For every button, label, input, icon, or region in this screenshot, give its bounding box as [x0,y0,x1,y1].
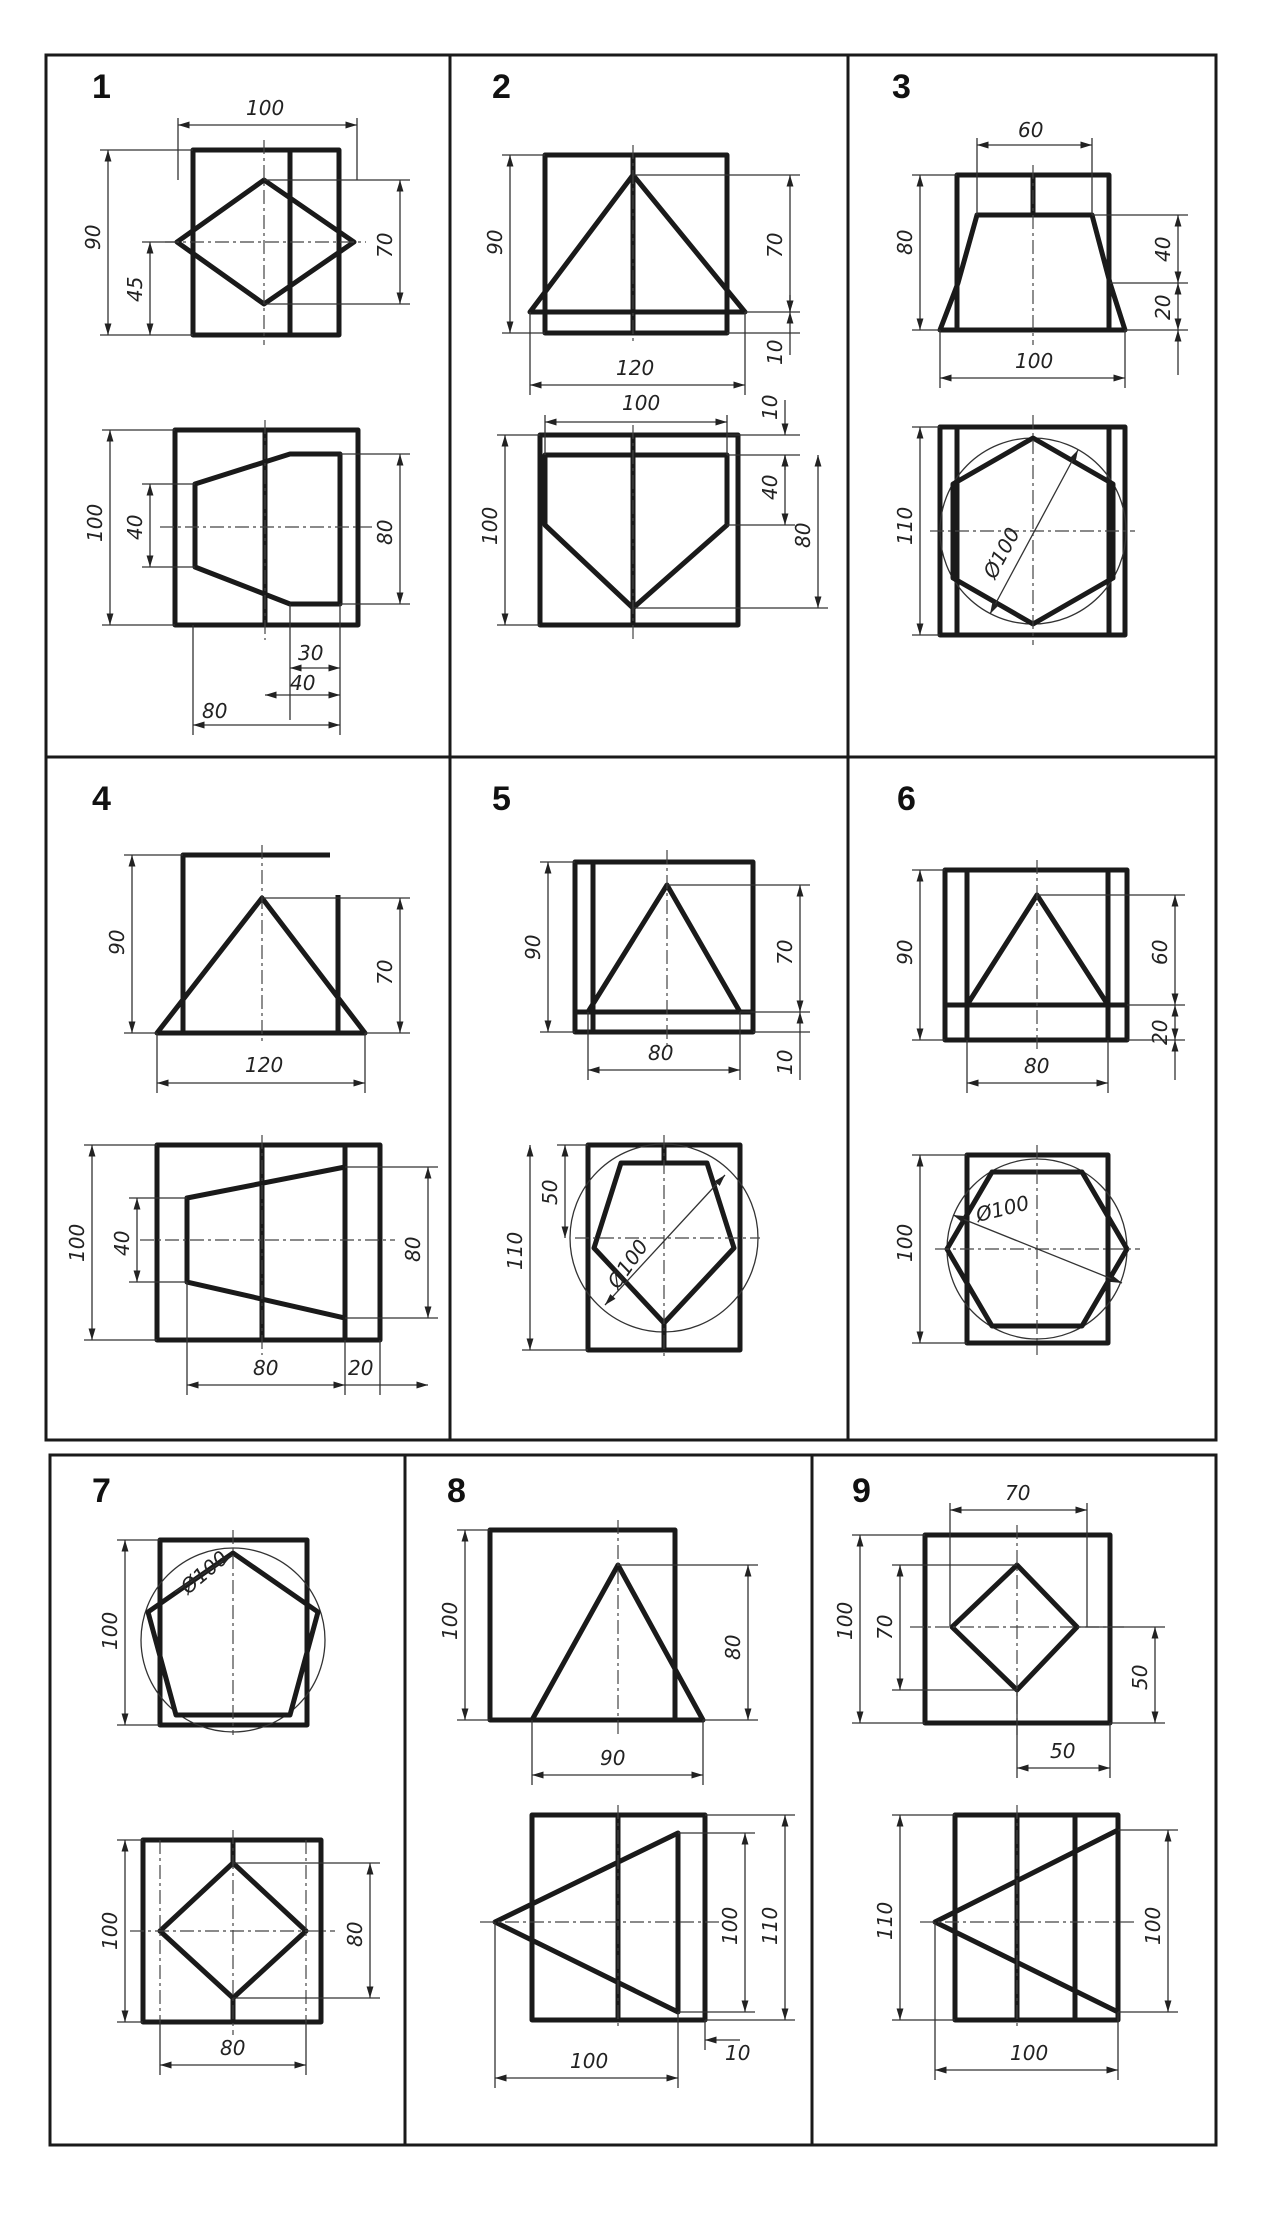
task-number: 1 [92,68,111,106]
dim-label: 100 [893,1223,917,1262]
dim-label: 80 [373,519,397,545]
task-number: 4 [92,780,111,818]
dim-label: 90 [521,934,545,960]
dim-label: Ø100 [978,523,1025,583]
dim-label: 20 [348,1356,374,1380]
dim-label: 120 [245,1053,284,1077]
task-number: 5 [492,780,511,818]
task-7-front-view [141,1530,325,1735]
dim-label: 70 [873,1614,897,1640]
dim-label: 80 [648,1041,674,1065]
dim-label: 30 [298,641,324,665]
dim-label: 90 [893,939,917,965]
dim-label: 80 [1024,1054,1050,1078]
dim-label: 90 [600,1746,626,1770]
task-5-front-view [575,850,753,1045]
task-5 [492,780,810,1360]
dim-label: 80 [791,522,815,548]
dim-label: Ø100 [973,1190,1032,1227]
dim-label: 10 [773,1049,797,1075]
task-number: 6 [897,780,916,818]
dim-label: 20 [1151,294,1175,320]
task-6-top-view [935,1145,1140,1355]
dim-label: 100 [246,96,285,120]
dim-label: 110 [503,1231,527,1270]
dim-label: 40 [1151,236,1175,262]
dim-label: 80 [893,229,917,255]
task-number: 8 [447,1472,466,1510]
dim-label: Ø100 [602,1234,654,1293]
dim-label: 100 [570,2049,609,2073]
dim-label: 60 [1148,939,1172,965]
dim-label: 40 [110,1230,134,1256]
task-7 [92,1472,380,2075]
dim-label: 80 [220,2036,246,2060]
dim-label: 60 [1018,118,1044,142]
task-8 [438,1472,795,2088]
dim-label: 10 [725,2041,751,2065]
task-3 [892,68,1188,645]
dim-label: 10 [763,339,787,365]
dim-label: 100 [98,1911,122,1950]
dim-label: 100 [65,1223,89,1262]
dim-label: 100 [478,506,502,545]
dim-label: 80 [343,1921,367,1947]
task-1 [81,68,410,735]
task-3-top-view [930,415,1135,645]
dim-label: 90 [483,229,507,255]
dim-label: 110 [873,1901,897,1940]
task-number: 9 [852,1472,871,1510]
dim-label: 80 [253,1356,279,1380]
dim-label: 100 [833,1601,857,1640]
task-4 [65,780,438,1395]
dim-label: 70 [1005,1481,1031,1505]
dim-label: 100 [622,391,661,415]
dim-label: 20 [1148,1019,1172,1045]
dim-label: 100 [1141,1906,1165,1945]
dim-label: Ø100 [175,1545,233,1599]
task-9-top-view [920,1805,1135,2030]
task-6-front-view [945,860,1127,1052]
dim-label: 10 [758,394,782,420]
dim-label: 110 [758,1906,782,1945]
dim-label: 100 [718,1906,742,1945]
dim-label: 50 [1050,1739,1076,1763]
task-1-front-view [165,140,366,345]
task-2 [478,68,828,640]
task-4-top-view [140,1135,395,1355]
dim-label: 40 [290,671,316,695]
task-3-front-view [940,165,1125,345]
dim-label: 70 [773,939,797,965]
task-7-top-view [130,1830,335,2035]
dim-label: 100 [98,1611,122,1650]
dim-label: 50 [1128,1664,1152,1690]
task-number: 3 [892,68,911,106]
dim-label: 100 [1015,349,1054,373]
task-8-top-view [480,1805,720,2030]
dim-label: 70 [373,232,397,258]
dim-label: 40 [123,514,147,540]
dim-label: 80 [401,1236,425,1262]
dim-label: 45 [123,276,147,302]
dim-label: 50 [538,1179,562,1205]
dim-label: 80 [721,1634,745,1660]
task-8-front-view [490,1520,703,1735]
task-number: 7 [92,1472,111,1510]
dim-label: 90 [81,224,105,250]
dim-label: 110 [893,506,917,545]
dim-label: 100 [83,503,107,542]
dim-label: 70 [763,232,787,258]
dim-label: 100 [1010,2041,1049,2065]
task-number: 2 [492,68,511,106]
dim-label: 80 [202,699,228,723]
dim-label: 90 [105,929,129,955]
task-9 [833,1472,1178,2080]
task-4-front-view [157,845,365,1045]
dim-label: 100 [438,1601,462,1640]
dim-label: 40 [758,474,782,500]
dim-label: 120 [616,356,655,380]
dim-label: 70 [373,959,397,985]
task-5-top-view [570,1135,760,1360]
task-6 [893,780,1185,1355]
